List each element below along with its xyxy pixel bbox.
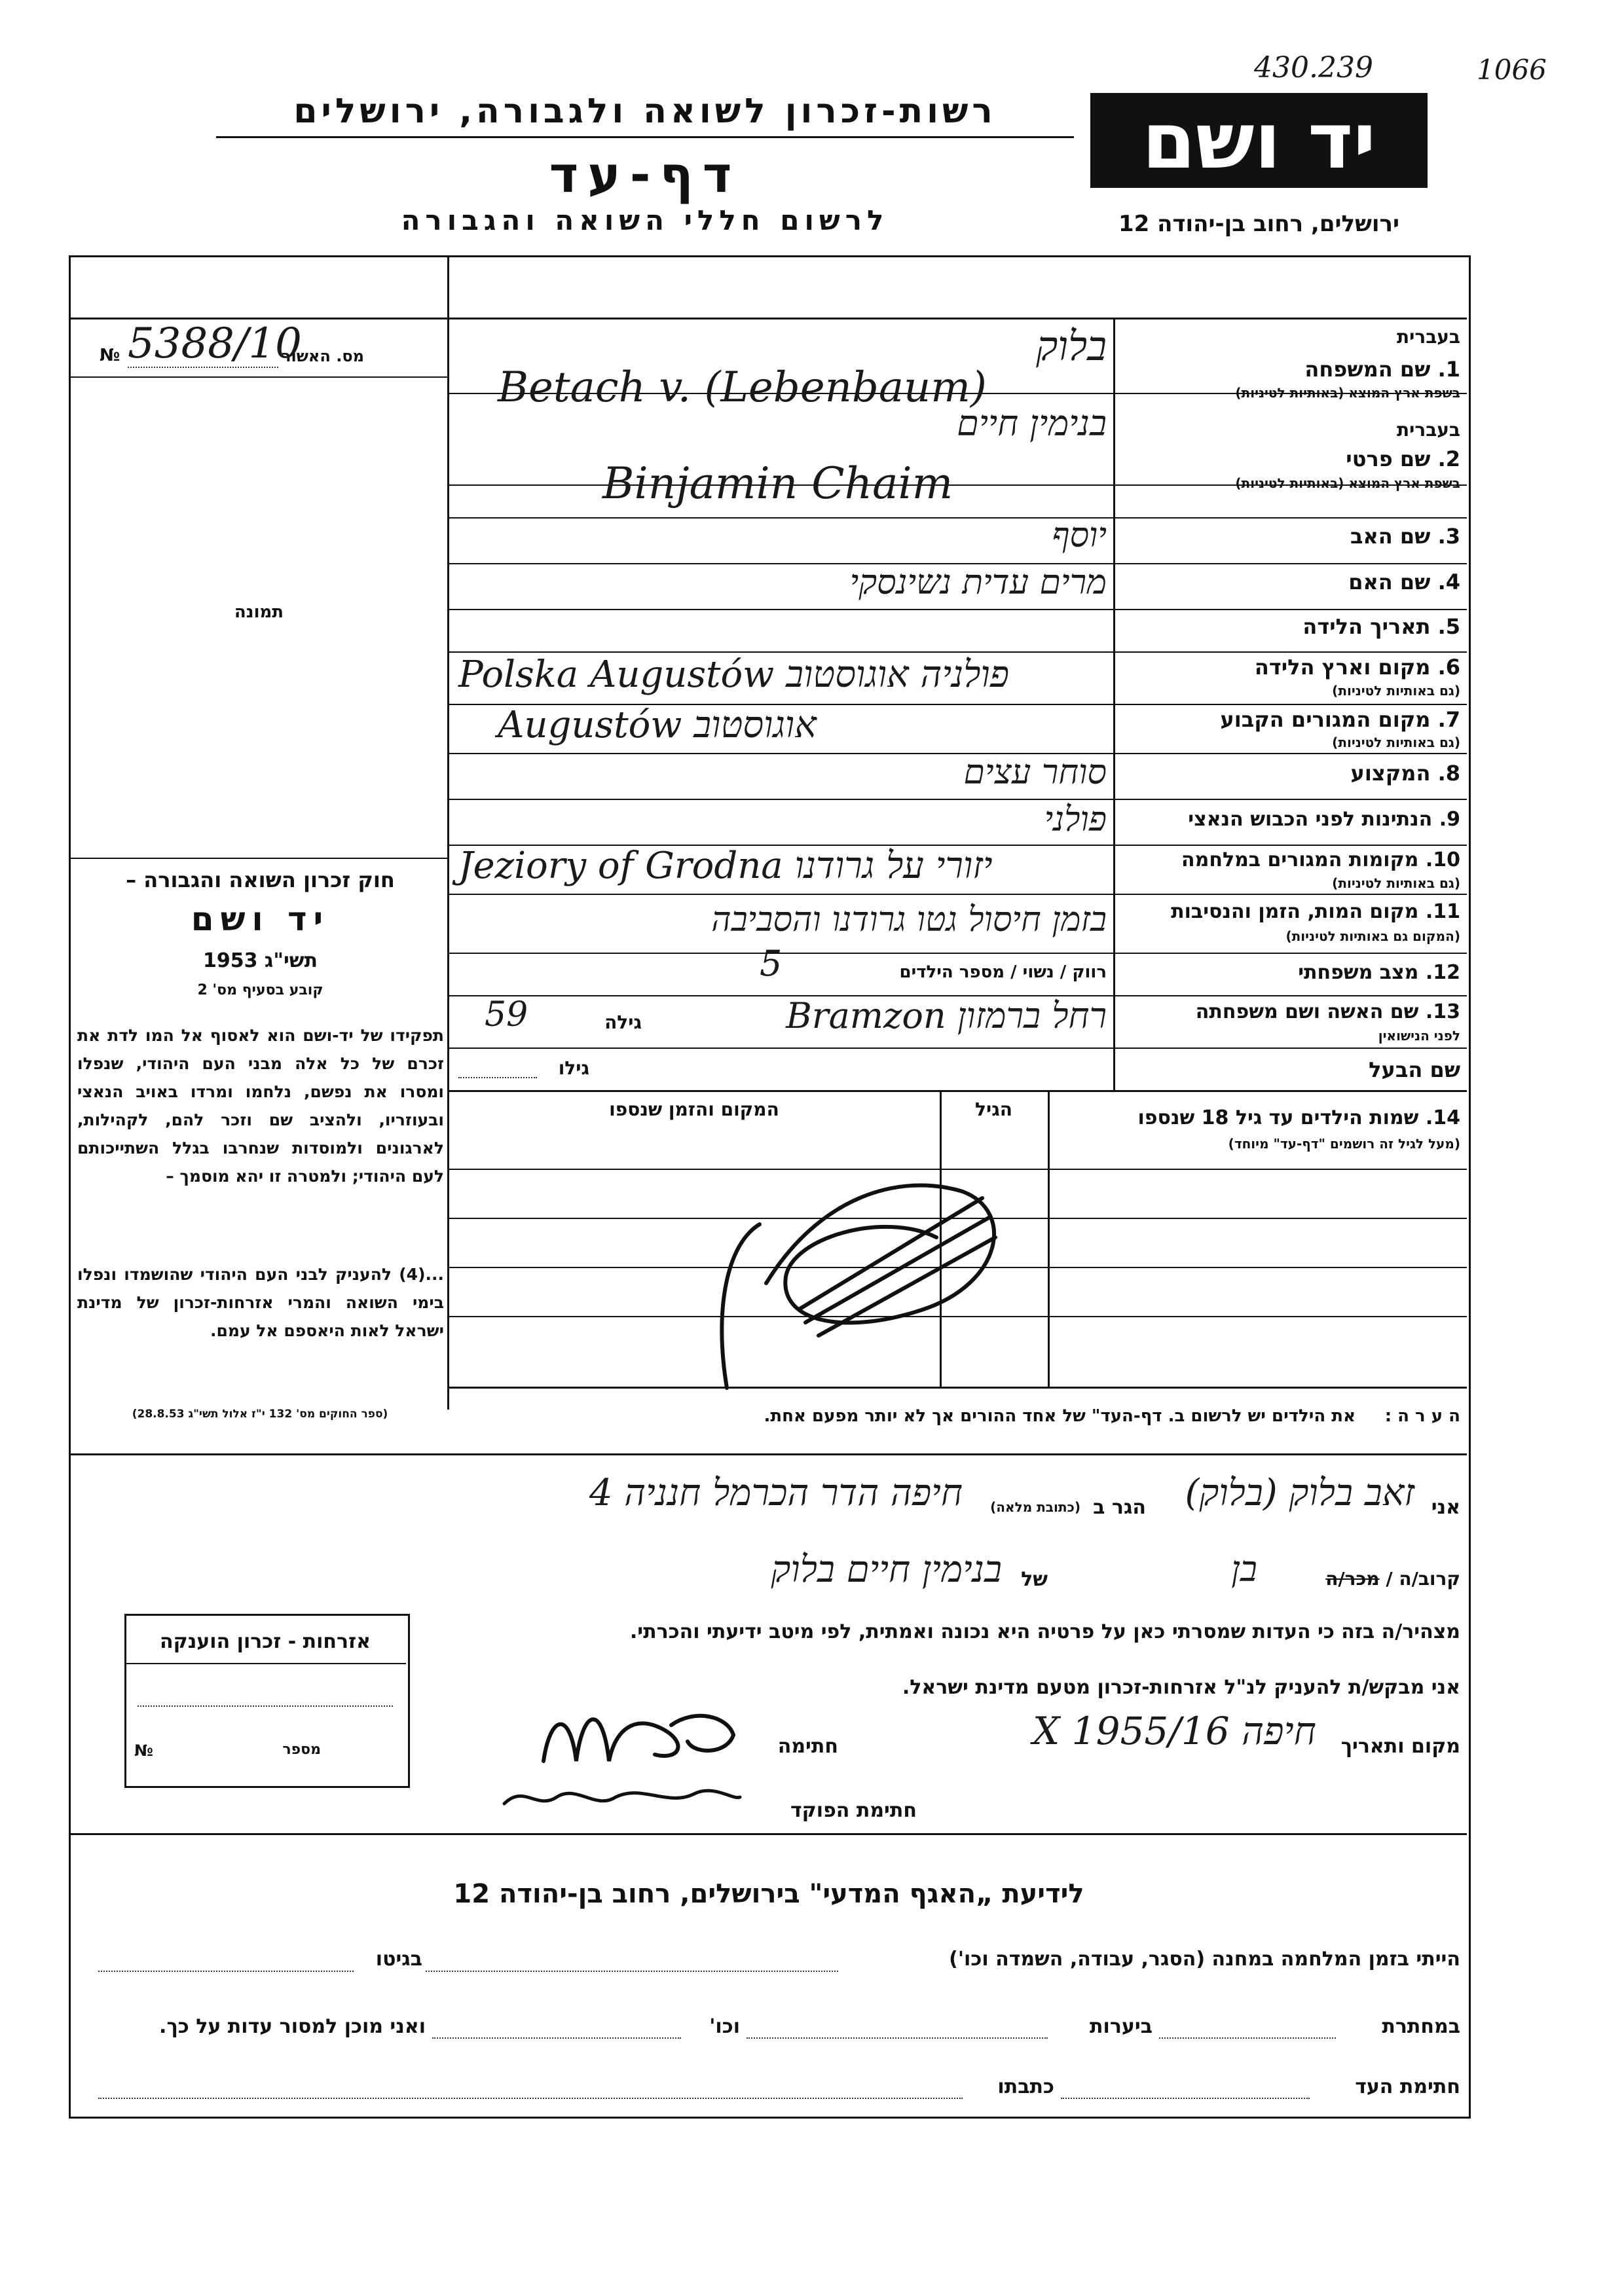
law-source: (ספר החוקים מס' 132 י"ז אלול תשי"ג 28.8.53)	[132, 1408, 388, 1421]
authority-title: רשות-זכרון לשואה ולגבורה, ירושלים	[293, 92, 997, 131]
children-label	[1054, 1106, 1460, 1129]
decl-signature-label: חתימה	[777, 1735, 838, 1758]
field-9-label-text: הנתינות לפני הכבוש הנאצי	[1188, 808, 1433, 831]
field-7-label-text: מקום המגורים הקבוע	[1220, 707, 1431, 732]
archive-number: 430.239	[1254, 51, 1373, 84]
field-10-label	[1120, 848, 1460, 871]
field-7-num: 7.	[1437, 707, 1460, 732]
certificate-label: מס. האשור	[282, 347, 364, 365]
field-2-note: בשפת ארץ המוצא (באותיות לטיניות)	[1235, 475, 1460, 491]
field-4-label	[1120, 570, 1460, 594]
field-10-num: 10.	[1425, 848, 1460, 871]
decl-relative-label: קרוב/ה	[1399, 1568, 1460, 1590]
field-4-label-text: שם האם	[1348, 570, 1431, 594]
decl-friend-label: מכר/ה	[1325, 1568, 1380, 1590]
field-13-label	[1120, 1000, 1460, 1023]
field-6-label	[1120, 655, 1460, 680]
title-underline	[216, 136, 1074, 138]
row-line-15	[449, 1090, 1467, 1092]
photo-label: תמונה	[234, 602, 284, 622]
decl-witness-name[interactable]: זאב בלוק (בלוק)	[1185, 1472, 1414, 1514]
decl-of-label: של	[1021, 1568, 1048, 1591]
law-section: קובע בסעיף מס' 2	[197, 982, 323, 998]
remark-bottom-line	[71, 1453, 1467, 1455]
photo-bottom-line	[71, 858, 447, 859]
field-13-age-label: גילה	[604, 1011, 642, 1033]
field-1-lang: בעברית	[1396, 326, 1460, 348]
field-11-label	[1120, 900, 1460, 923]
citizenship-dots-1	[138, 1705, 393, 1707]
decl-relation-value[interactable]: בן	[1231, 1548, 1257, 1590]
form-title: דף-עד	[549, 145, 741, 204]
page-number: 1066	[1477, 54, 1547, 86]
field-4-num: 4.	[1437, 570, 1460, 594]
footer-witness-sig: חתימת העד	[1355, 2075, 1460, 2098]
yad-vashem-logo: יד ושם	[1090, 93, 1428, 188]
footer-underground: במחתרת	[1382, 2015, 1460, 2038]
field-12-label	[1120, 961, 1460, 984]
field-13-note: לפני הנישואין	[1378, 1028, 1460, 1044]
children-col-place: המקום והזמן שנספו	[609, 1099, 779, 1120]
field-5-label	[1120, 614, 1460, 639]
children-num: 14.	[1425, 1106, 1460, 1129]
remark-text: את הילדים יש לרשום ב. דף-העד" של אחד ההורים אך לא יותר מפעם אחת.	[764, 1406, 1356, 1426]
field-11-note: (המקום גם באותיות לטיניות)	[1285, 928, 1460, 944]
decl-address-value[interactable]: חיפה הדר הכרמל חנניה 4	[589, 1472, 963, 1514]
field-11-label-text: מקום המות, הזמן והנסיבות	[1171, 900, 1419, 923]
field-2-label	[1120, 446, 1460, 471]
footer-title: לידיעת „האגף המדעי" בירושלים, רחוב בן-יהודה 12	[453, 1879, 1084, 1909]
citizenship-title-line	[126, 1663, 406, 1664]
header-address: ירושלים, רחוב בן-יהודה 12	[1118, 211, 1400, 237]
field-2-hebrew-value[interactable]: בנימין חיים	[957, 403, 1107, 444]
field-7-value[interactable]: Augustów אוגוסטוב	[498, 704, 817, 746]
official-signature	[498, 1771, 747, 1823]
field-6-label-text: מקום וארץ הלידה	[1254, 655, 1431, 680]
certificate-line	[71, 376, 447, 378]
footer-dots-5	[432, 2037, 681, 2039]
field-12-label-text: מצב משפחתי	[1298, 961, 1419, 984]
field-9-label	[1120, 808, 1460, 831]
footer-etc: וכו'	[709, 2015, 740, 2038]
law-title: חוק זכרון השואה והגבורה –	[126, 867, 395, 892]
decl-official-signature-label: חתימת הפוקד	[790, 1799, 917, 1822]
decl-residing: הגר ב	[1093, 1496, 1146, 1519]
field-husband-label: שם הבעל	[1369, 1057, 1460, 1082]
footer-separator	[71, 1833, 1467, 1835]
field-2-label-text: שם פרטי	[1346, 446, 1431, 471]
field-8-label-text: המקצוע	[1350, 761, 1431, 786]
field-7-note: (גם באותיות לטיניות)	[1332, 735, 1460, 750]
field-8-num: 8.	[1437, 761, 1460, 786]
field-9-num: 9.	[1439, 808, 1460, 831]
certificate-symbol: №	[100, 346, 120, 365]
field-13-label-text: שם האשה ושם משפחתה	[1195, 1000, 1419, 1023]
field-13-num: 13.	[1425, 1000, 1460, 1023]
field-6-note: (גם באותיות לטיניות)	[1332, 683, 1460, 699]
field-3-num: 3.	[1437, 524, 1460, 549]
field-10-label-text: מקומות המגורים במלחמה	[1181, 848, 1419, 871]
decl-address-note: (כתובת מלאה)	[990, 1499, 1080, 1515]
field-5-num: 5.	[1437, 614, 1460, 639]
footer-dots-3	[1159, 2037, 1336, 2039]
law-year: תשי"ג 1953	[202, 949, 318, 972]
field-1-num: 1.	[1437, 357, 1460, 382]
children-note: (מעל לגיל זה רושמים "דף-עד" מיוחד)	[1228, 1136, 1460, 1152]
citizenship-number-label: מספר	[282, 1741, 321, 1758]
field-8-value[interactable]: סוחר עצים	[963, 753, 1107, 792]
field-2-lang: בעברית	[1396, 419, 1460, 441]
decl-place-date-label: מקום ותאריך	[1340, 1735, 1460, 1758]
field-3-label	[1120, 524, 1460, 549]
row-line-5	[449, 609, 1467, 610]
children-strike-scribble	[688, 1113, 1028, 1414]
law-paragraph-1: תפקידו של יד-ושם הוא לאסוף אל המו לדת את זכרם של כל אלה מבני העם היהודי, שנפלו ומסרו את נפשם, נלחמו ומרדו באויב הנאצי ובעוזריו, ולהציב שם וזכר להם, לקהילות, לארגונים ולמוסדות שנחרבו בגלל השתייכותם לעם היהודי; ולמטרה זו יהא מוסמך –	[77, 1026, 444, 1186]
footer-testimony: ואני מוכן למסור עדות על כך.	[159, 2015, 426, 2038]
decl-i-am: אני	[1431, 1496, 1460, 1519]
footer-dots-1	[426, 1971, 838, 1972]
decl-statement: מצהיר/ה בזה כי העדות שמסרתי כאן על פרטיה היא נכונה ואמתית, לפי מיטב ידיעתי והכרתי.	[629, 1620, 1460, 1643]
field-12-value[interactable]: 5	[760, 943, 783, 984]
decl-place-date-value[interactable]: חיפה 16/X 1955	[1032, 1709, 1316, 1753]
children-col-divider-1	[1048, 1092, 1050, 1387]
decl-request: אני מבקש/ת להעניק לנ"ל אזרחות-זכרון מטעם מדינת ישראל.	[902, 1676, 1460, 1699]
field-1-note: בשפת ארץ המוצא (באותיות לטיניות)	[1235, 385, 1460, 401]
footer-address: כתבתו	[997, 2075, 1054, 2098]
field-9-value[interactable]: פולני	[1044, 800, 1107, 839]
row-line-14	[449, 1048, 1467, 1049]
field-6-value[interactable]: Polska Augustów פולניה אוגוסטוב	[458, 653, 1010, 696]
left-column-divider	[447, 257, 449, 1410]
field-11-value[interactable]: בזמן חיסול גטו גרודנו והסביבה	[711, 900, 1107, 939]
field-10-note: (גם באותיות לטיניות)	[1332, 875, 1460, 891]
footer-forests: ביערות	[1090, 2015, 1153, 2038]
footer-dots-7	[98, 2098, 963, 2099]
field-5-label-text: תאריך הלידה	[1302, 614, 1431, 639]
field-7-label	[1120, 707, 1460, 732]
citizenship-title: אזרחות - זכרון הוענקה	[160, 1630, 371, 1653]
footer-line-1: הייתי בזמן המלחמה במחנה (הסגר, עבודה, השמדה וכו')	[949, 1948, 1460, 1971]
field-10-value[interactable]: Jeziory of Grodna יזורי על גרודנו	[458, 845, 993, 887]
husband-age-dots	[458, 1077, 537, 1078]
field-8-label	[1120, 761, 1460, 786]
certificate-number: 5388/10	[128, 319, 302, 368]
field-1-label-text: שם המשפחה	[1304, 357, 1431, 382]
citizenship-symbol: №	[134, 1741, 153, 1760]
footer-dots-4	[747, 2037, 1048, 2039]
footer-dots-2	[98, 1971, 354, 1972]
footer-ghetto: בגיטו	[375, 1948, 422, 1971]
field-2-num: 2.	[1437, 446, 1460, 471]
field-2-latin-value[interactable]: Binjamin Chaim	[602, 458, 953, 509]
row-line-11	[449, 894, 1467, 895]
law-paragraph-2: ...(4) להעניק לבני העם היהודי שהושמדו ונפלו בימי השואה והמרי אזרחות-זכרון של מדינת ישראל לאות היאספם אל עמם.	[77, 1265, 444, 1340]
footer-dots-6	[1061, 2098, 1310, 2099]
field-1-latin-value[interactable]: Betach v. (Lebenbaum)	[498, 363, 987, 412]
field-12-note: רווק / נשוי / מספר הילדים	[899, 962, 1107, 982]
row-line-12	[449, 953, 1467, 954]
decl-of-value[interactable]: בנימין חיים בלוק	[771, 1548, 1002, 1591]
decl-relation-labels: קרוב/ה / מכר/ה	[1325, 1568, 1460, 1590]
remark-label: ה ע ר ה :	[1384, 1406, 1460, 1426]
field-11-num: 11.	[1425, 900, 1460, 923]
form-subtitle: לרשום חללי השואה והגבורה	[401, 204, 889, 236]
field-4-value[interactable]: מרים עדית נשינסקי	[849, 563, 1107, 602]
field-12-num: 12.	[1425, 961, 1460, 984]
field-3-label-text: שם האב	[1350, 524, 1431, 549]
field-1-label	[1120, 357, 1460, 382]
field-6-num: 6.	[1437, 655, 1460, 680]
children-col-age: הגיל	[975, 1099, 1012, 1120]
children-label-text: שמות הילדים עד גיל 18 שנספו	[1137, 1106, 1419, 1129]
field-13-age-value[interactable]: 59	[485, 995, 528, 1034]
field-1-hebrew-value[interactable]: בלוק	[1036, 322, 1107, 370]
law-name: יד ושם	[191, 900, 330, 938]
field-husband-age-label: גילו	[558, 1057, 589, 1079]
field-3-value[interactable]: יוסף	[1052, 516, 1107, 555]
row-line-6	[449, 651, 1467, 653]
field-13-value[interactable]: רחל ברמזון Bramzon	[786, 995, 1107, 1036]
